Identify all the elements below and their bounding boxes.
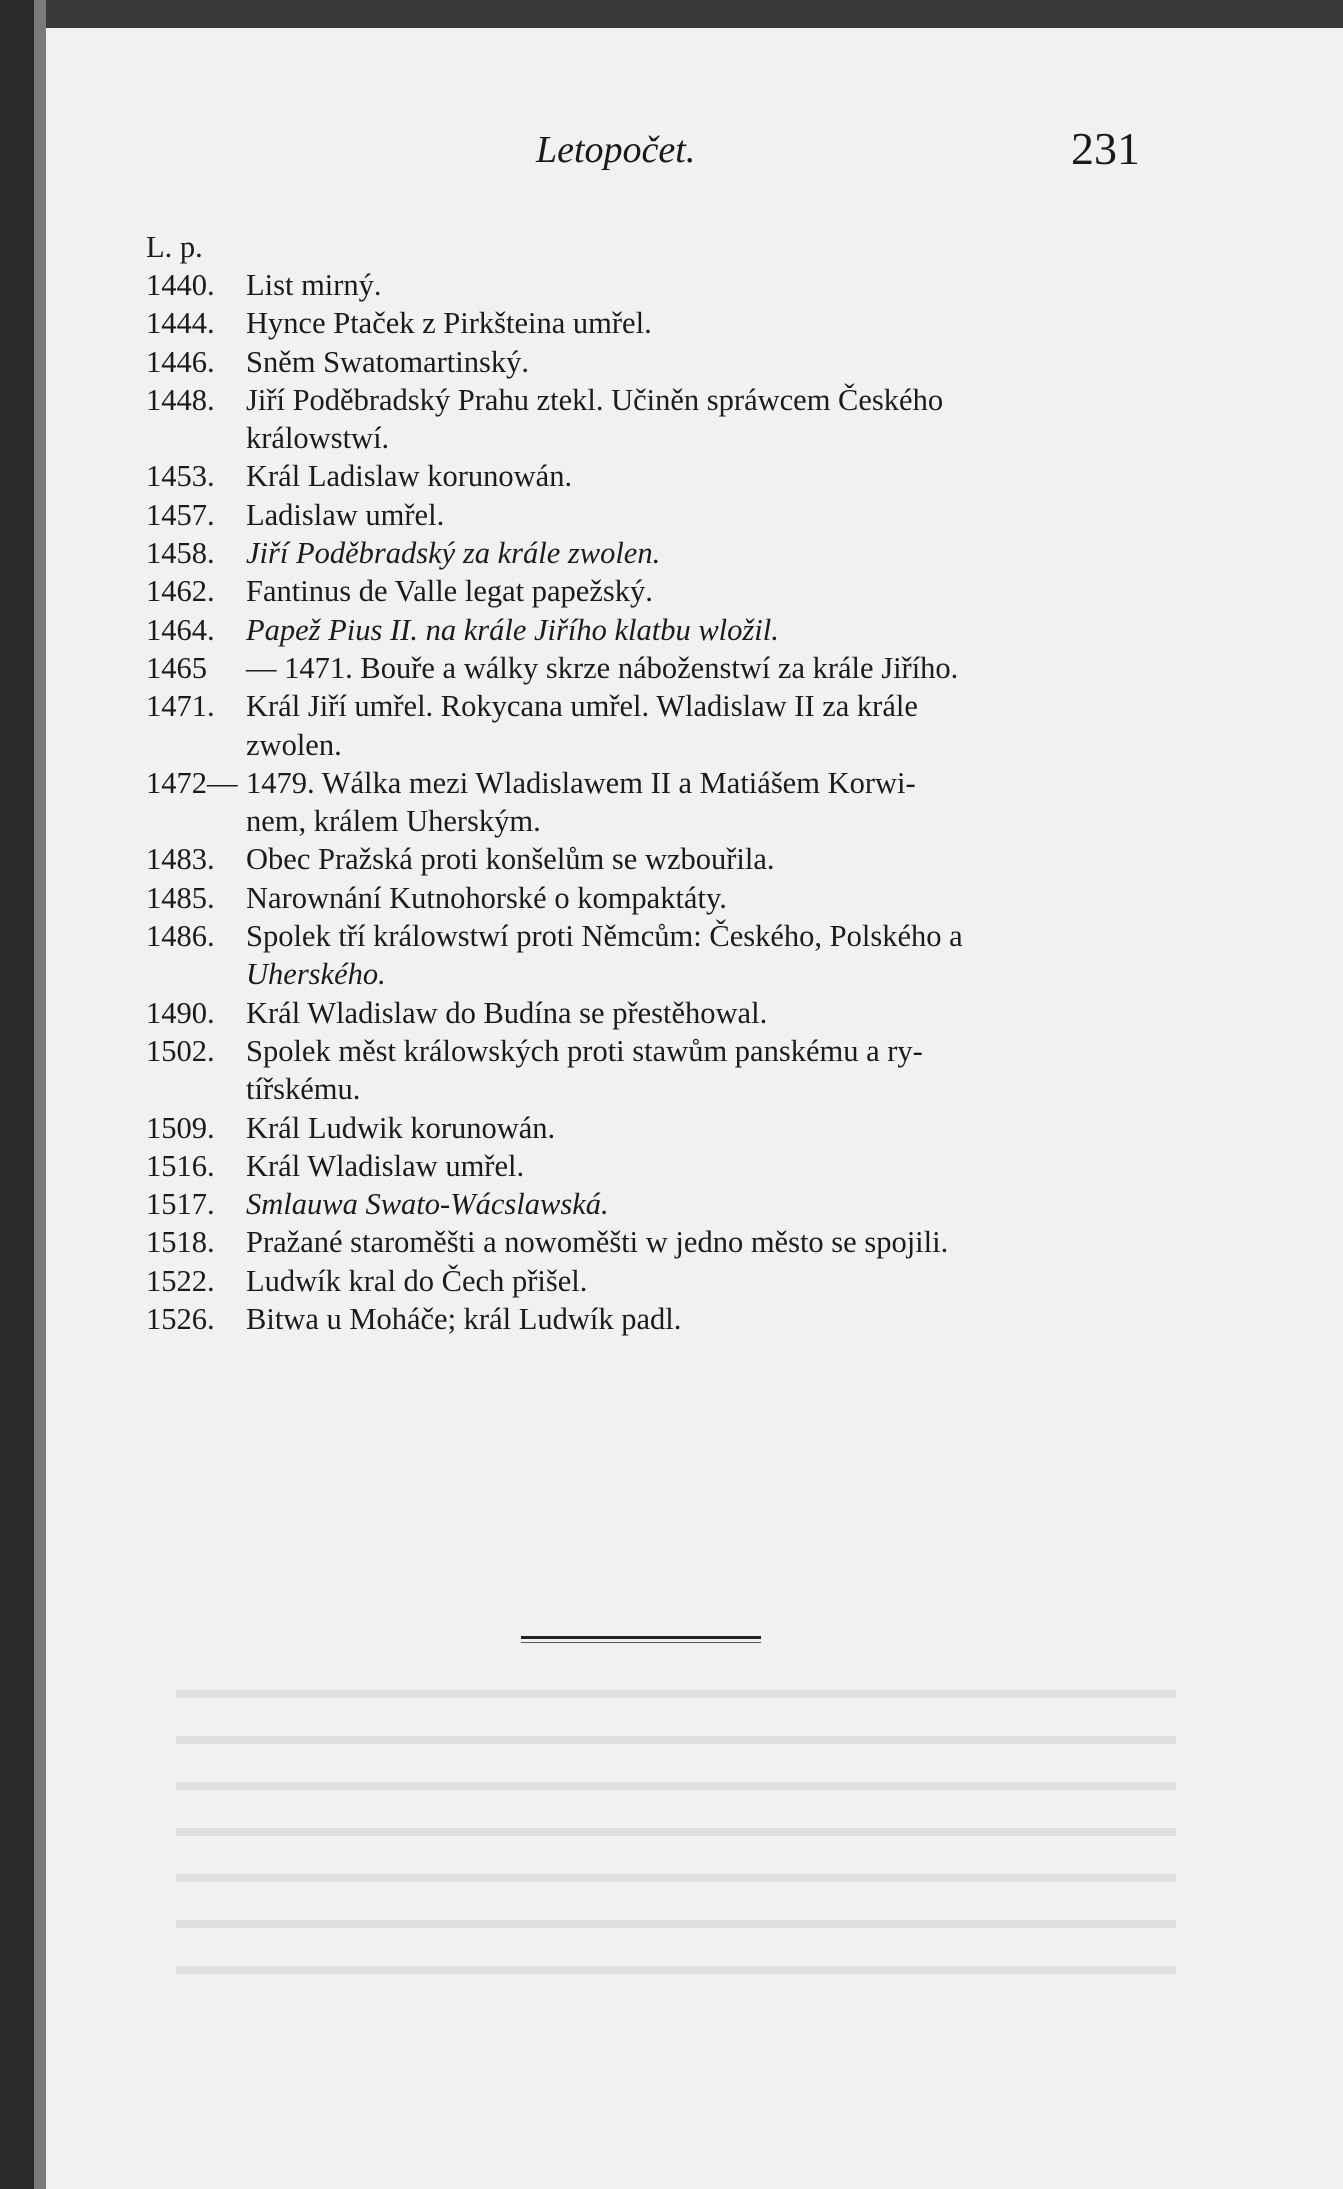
entry-1502-cont — [146, 1070, 1186, 1108]
entry-text: Sněm Swatomartinský. — [246, 344, 529, 379]
entry-1483 — [146, 840, 1186, 878]
entry-1446 — [146, 343, 1186, 381]
entry-1485 — [146, 879, 1186, 917]
entry-year: 1490. — [146, 995, 215, 1030]
entry-text: Ladislaw umřel. — [246, 497, 445, 532]
entry-year: 1502. — [146, 1033, 215, 1068]
entry-year: 1462. — [146, 574, 215, 609]
entry-text: Král Ladislaw korunowán. — [246, 459, 573, 494]
scan-border-left — [0, 0, 34, 2189]
entry-text: Spolek tří králowstwí proti Němcům: Českého, Polského a — [246, 919, 963, 954]
entry-text: Hynce Ptaček z Pirkšteina umřel. — [246, 306, 652, 341]
entry-text: Narownání Kutnohorské o kompaktáty. — [246, 880, 727, 915]
entry-1458 — [146, 534, 1186, 572]
scan-border-inner — [34, 0, 46, 2189]
entry-text-continuation: králowstwí. — [246, 421, 390, 456]
entry-1471 — [146, 687, 1186, 725]
entry-1502 — [146, 1032, 1186, 1070]
entry-text-continuation: zwolen. — [246, 727, 342, 762]
entry-text: 1479. Wálka mezi Wladislawem II a Matiášem Korwi- — [246, 765, 916, 800]
entry-text: List mirný. — [246, 268, 382, 302]
abbreviation: L. p. — [146, 230, 203, 264]
entry-year: 1483. — [146, 842, 215, 877]
entry-year: 1526. — [146, 1302, 215, 1337]
entry-year: 1464. — [146, 612, 215, 647]
entry-text: Král Ludwik korunowán. — [246, 1110, 556, 1145]
entry-year: 1471. — [146, 689, 215, 724]
entry-1444 — [146, 304, 1186, 342]
entry-1516 — [146, 1147, 1186, 1185]
entry-text: Obec Pražská proti konšelům se wzbouřila. — [246, 842, 775, 877]
page-number: 231 — [1071, 123, 1140, 174]
entry-year: 1486. — [146, 919, 215, 954]
entry-1471-cont — [146, 726, 1186, 764]
entry-year: 1522. — [146, 1263, 215, 1298]
entry-1522 — [146, 1262, 1186, 1300]
entry-year: 1453. — [146, 459, 215, 494]
entry-text: Pražané staroměšti a nowoměšti w jedno město se spojili. — [246, 1225, 949, 1260]
entry-year: 1444. — [146, 306, 215, 341]
entry-year: 1516. — [146, 1148, 215, 1183]
entry-text: Král Wladislaw do Budína se přestěhowal. — [246, 995, 768, 1030]
entry-text: Fantinus de Valle legat papežský. — [246, 574, 653, 609]
entry-year: 1518. — [146, 1225, 215, 1260]
entry-1448 — [146, 381, 1186, 419]
entry-year: 1465 — [146, 650, 207, 685]
entry-1526 — [146, 1300, 1186, 1338]
entry-text: Smlauwa Swato-Wácslawská. — [246, 1187, 609, 1222]
entry-year: 1517. — [146, 1187, 215, 1222]
entry-text: Ludwík kral do Čech přišel. — [246, 1263, 588, 1298]
entry-1518 — [146, 1223, 1186, 1261]
entry-year: 1448. — [146, 382, 215, 417]
entry-text-continuation: Uherského. — [246, 957, 386, 992]
entry-1462 — [146, 572, 1186, 610]
entry-1464 — [146, 611, 1186, 649]
running-head: Letopočet. — [536, 129, 696, 171]
entry-year: 1446. — [146, 344, 215, 379]
entry-1472-cont — [146, 802, 1186, 840]
entry-year: 1440. — [146, 268, 215, 302]
entry-1453 — [146, 457, 1186, 495]
entry-year: 1485. — [146, 880, 215, 915]
entry-year: 1509. — [146, 1110, 215, 1145]
entry-1457 — [146, 496, 1186, 534]
entry-text-continuation: tířskému. — [246, 1072, 361, 1107]
entry-text-continuation: nem, králem Uherským. — [246, 804, 541, 839]
bleed-through-texture — [176, 1668, 1176, 1988]
section-divider — [521, 1636, 761, 1639]
entry-1448-cont — [146, 419, 1186, 457]
entry-text: Král Wladislaw umřel. — [246, 1148, 525, 1183]
entry-year: 1458. — [146, 536, 215, 571]
entry-1486-cont — [146, 955, 1186, 993]
book-page — [46, 28, 1343, 2189]
entry-1472 — [146, 764, 1186, 802]
entry-1490 — [146, 994, 1186, 1032]
section-divider-thin — [521, 1642, 761, 1643]
entry-1486 — [146, 917, 1186, 955]
entry-1440 — [146, 266, 1186, 304]
entry-text: Jiří Poděbradský za krále zwolen. — [246, 536, 661, 571]
entry-text: Jiří Poděbradský Prahu ztekl. Učiněn spráwcem Českého — [246, 382, 944, 417]
entry-text: Papež Pius II. na krále Jiřího klatbu wložil. — [246, 612, 779, 647]
page-header — [46, 28, 1343, 178]
entry-year: 1472— — [146, 765, 238, 800]
chronology-list — [146, 228, 1186, 1338]
entry-1465 — [146, 649, 1186, 687]
entry-text: Bitwa u Moháče; král Ludwík padl. — [246, 1302, 682, 1337]
entry-1509 — [146, 1109, 1186, 1147]
entry-year: 1457. — [146, 497, 215, 532]
entry-1517 — [146, 1185, 1186, 1223]
entry-text: Spolek měst králowských proti stawům panskému a ry- — [246, 1033, 923, 1068]
entry-text: — 1471. Bouře a wálky skrze náboženstwí za krále Jiřího. — [246, 650, 959, 685]
scan-border-top — [0, 0, 1343, 28]
entry-text: Král Jiří umřel. Rokycana umřel. Wladislaw II za krále — [246, 689, 918, 724]
abbreviation-row — [146, 228, 1186, 266]
